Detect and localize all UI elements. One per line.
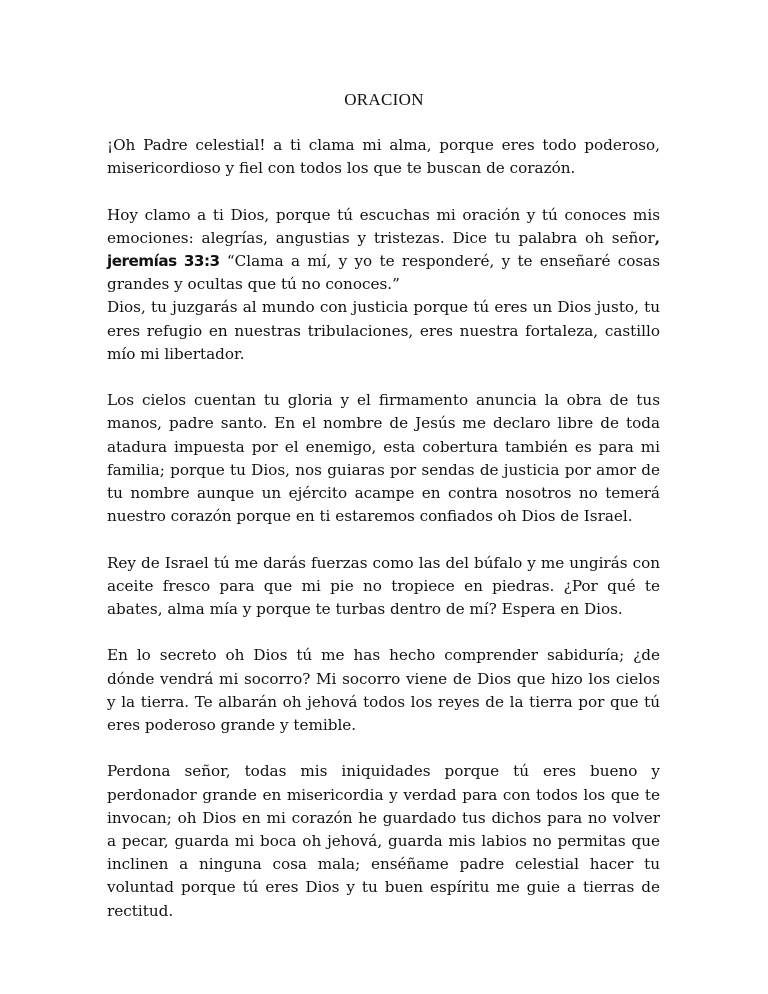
paragraph-5: Rey de Israel tú me darás fuerzas como las del búfalo y me ungirás con aceite fresco para que mi pie no tropiece en piedras. ¿Por qué te abates, alma mía y porque te turbas dentro de mí? Espera en Dios. (107, 553, 660, 619)
paragraph-2 (107, 204, 660, 297)
document-body (107, 134, 660, 923)
paragraph-2-bold-comma: , (654, 228, 660, 247)
title-text: ORACION (344, 90, 424, 109)
scripture-reference: jeremías 33:3 (107, 252, 220, 270)
document-title (0, 89, 768, 111)
paragraph-3: Dios, tu juzgarás al mundo con justicia porque tú eres un Dios justo, tu eres refugio en nuestras tribulaciones, eres nuestra fortaleza, castillo mío mi libertador. (107, 298, 660, 363)
paragraph-6: En lo secreto oh Dios tú me has hecho comprender sabiduría; ¿de dónde vendrá mi socorro? Mi socorro viene de Dios que hizo los cielos y la tierra. Te albarán oh jehová todos los reyes de la tierra por que tú eres poderoso grande y temible. (107, 646, 660, 735)
paragraph-7: Perdona señor, todas mis iniquidades porque tú eres bueno y perdonador grande en misericordia y verdad para con todos los que te invocan; oh Dios en mi corazón he guardado tus dichos para no volver a pecar, guarda mi boca oh jehová, guarda mis labios no permitas que inclinen a ninguna cosa mala; enséñame padre celestial hacer tu voluntad porque tú eres Dios y tu buen espíritu me guie a tierras de rectitud. (107, 762, 660, 920)
paragraph-4: Los cielos cuentan tu gloria y el firmamento anuncia la obra de tus manos, padre santo. En el nombre de Jesús me declaro libre de toda atadura impuesta por el enemigo, esta cobertura también es para mi familia; porque tu Dios, nos guiaras por sendas de justicia por amor de tu nombre aunque un ejército acampe en contra nosotros no temerá nuestro corazón porque en ti estaremos confiados oh Dios de Israel. (107, 391, 660, 526)
paragraph-2-intro: Hoy clamo a ti Dios, porque tú escuchas mi oración y tú conoces mis emociones: alegrías, angustias y tristezas. Dice tu palabra oh señor (107, 205, 660, 247)
paragraph-1: ¡Oh Padre celestial! a ti clama mi alma, porque eres todo poderoso, misericordioso y fiel con todos los que te buscan de corazón. (107, 136, 660, 178)
paragraph-2-quote: “Clama a mí, y yo te responderé, y te enseñaré cosas grandes y ocultas que tú no conoces.” (107, 252, 661, 294)
